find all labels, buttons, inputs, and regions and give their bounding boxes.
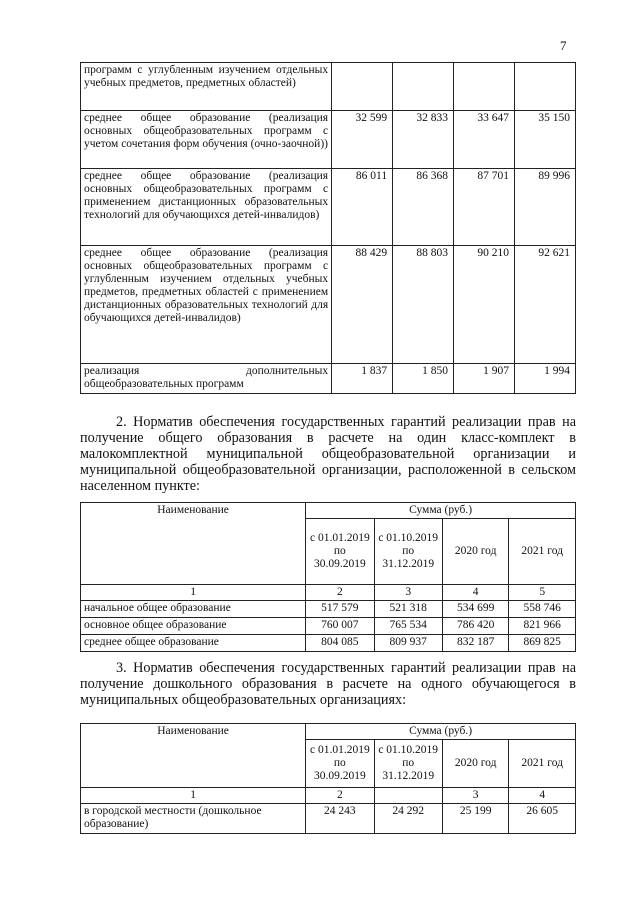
table-row	[81, 169, 576, 246]
cell-value: 521 318	[374, 601, 442, 618]
column-number: 5	[509, 585, 576, 601]
cell-value	[454, 63, 515, 111]
table-row	[81, 111, 576, 169]
row-name: среднее общее образование	[81, 635, 306, 652]
column-number	[374, 788, 442, 804]
cell-value	[515, 63, 576, 111]
column-number: 1	[81, 585, 306, 601]
table-row	[81, 618, 576, 635]
cell-value: 88 429	[332, 246, 393, 364]
row-name: среднее общее образование (реализация основных общеобразовательных программ с применением дистанционных образовательных технологий для обучающихся детей-инвалидов)	[81, 169, 332, 246]
cell-value: 35 150	[515, 111, 576, 169]
row-name: в городской местности (дошкольное образование)	[81, 804, 306, 834]
column-number: 4	[442, 585, 509, 601]
cell-value: 832 187	[442, 635, 509, 652]
cell-value: 24 292	[374, 804, 442, 834]
cell-value	[393, 63, 454, 111]
cell-value: 517 579	[306, 601, 374, 618]
header-period: с 01.01.2019 по 30.09.2019	[306, 519, 374, 585]
cell-value: 90 210	[454, 246, 515, 364]
cell-value: 89 996	[515, 169, 576, 246]
header-period: с 01.10.2019 по 31.12.2019	[374, 519, 442, 585]
cell-value: 765 534	[374, 618, 442, 635]
table-row	[81, 364, 576, 394]
section-3-heading: 3. Норматив обеспечения государственных гарантий реализации прав на получение дошкольного образования в расчете на одного обучающегося в муниципальных общеобразовательных организациях:	[80, 660, 576, 708]
cell-value: 32 599	[332, 111, 393, 169]
cell-value: 1 994	[515, 364, 576, 394]
cell-value: 87 701	[454, 169, 515, 246]
row-name: основное общее образование	[81, 618, 306, 635]
header-period: с 01.10.2019 по 31.12.2019	[374, 740, 442, 788]
table-row	[81, 804, 576, 834]
row-name: начальное общее образование	[81, 601, 306, 618]
cell-value: 558 746	[509, 601, 576, 618]
header-period: 2021 год	[509, 519, 576, 585]
column-number: 4	[509, 788, 576, 804]
cell-value: 1 907	[454, 364, 515, 394]
row-name: среднее общее образование (реализация основных общеобразовательных программ с учетом сочетания форм обучения (очно-заочной))	[81, 111, 332, 169]
header-period: 2020 год	[442, 519, 509, 585]
cell-value: 92 621	[515, 246, 576, 364]
header-period: 2021 год	[509, 740, 576, 788]
cell-value: 760 007	[306, 618, 374, 635]
header-name: Наименование	[81, 724, 306, 788]
cell-value: 26 605	[509, 804, 576, 834]
page-number: 7	[560, 38, 567, 53]
cell-value: 25 199	[442, 804, 509, 834]
cell-value	[332, 63, 393, 111]
cell-value: 86 011	[332, 169, 393, 246]
header-sum: Сумма (руб.)	[306, 503, 576, 519]
column-number: 1	[81, 788, 306, 804]
table-continuation	[80, 62, 576, 394]
cell-value: 869 825	[509, 635, 576, 652]
row-name: реализация дополнительных общеобразовательных программ	[81, 364, 332, 394]
cell-value: 534 699	[442, 601, 509, 618]
cell-value: 88 803	[393, 246, 454, 364]
cell-value: 1 837	[332, 364, 393, 394]
header-period: 2020 год	[442, 740, 509, 788]
header-name: Наименование	[81, 503, 306, 585]
cell-value: 809 937	[374, 635, 442, 652]
table-row	[81, 63, 576, 111]
table-row	[81, 601, 576, 618]
row-name: среднее общее образование (реализация основных общеобразовательных программ с углубленным изучением отдельных учебных предметов, предметных областей с применением дистанционных образовательных технологий для обучающихся детей-инвалидов)	[81, 246, 332, 364]
column-number: 3	[374, 585, 442, 601]
header-period: с 01.01.2019 по 30.09.2019	[306, 740, 374, 788]
column-number: 2	[306, 788, 374, 804]
row-name: программ с углубленным изучением отдельных учебных предметов, предметных областей)	[81, 63, 332, 111]
column-number: 3	[442, 788, 509, 804]
table-row	[81, 635, 576, 652]
cell-value: 32 833	[393, 111, 454, 169]
table-section-3	[80, 723, 576, 834]
table-section-2	[80, 502, 576, 652]
cell-value: 1 850	[393, 364, 454, 394]
header-sum: Сумма (руб.)	[306, 724, 576, 740]
cell-value: 821 966	[509, 618, 576, 635]
section-2-heading: 2. Норматив обеспечения государственных гарантий реализации прав на получение общего образования в расчете на один класс-комплект в малокомплектной муниципальной общеобразовательной организации и муниципальной общеобразовательной организации, расположенной в сельском населенном пункте:	[80, 414, 576, 494]
table-row	[81, 246, 576, 364]
cell-value: 804 085	[306, 635, 374, 652]
cell-value: 33 647	[454, 111, 515, 169]
cell-value: 786 420	[442, 618, 509, 635]
cell-value: 24 243	[306, 804, 374, 834]
cell-value: 86 368	[393, 169, 454, 246]
column-number: 2	[306, 585, 374, 601]
